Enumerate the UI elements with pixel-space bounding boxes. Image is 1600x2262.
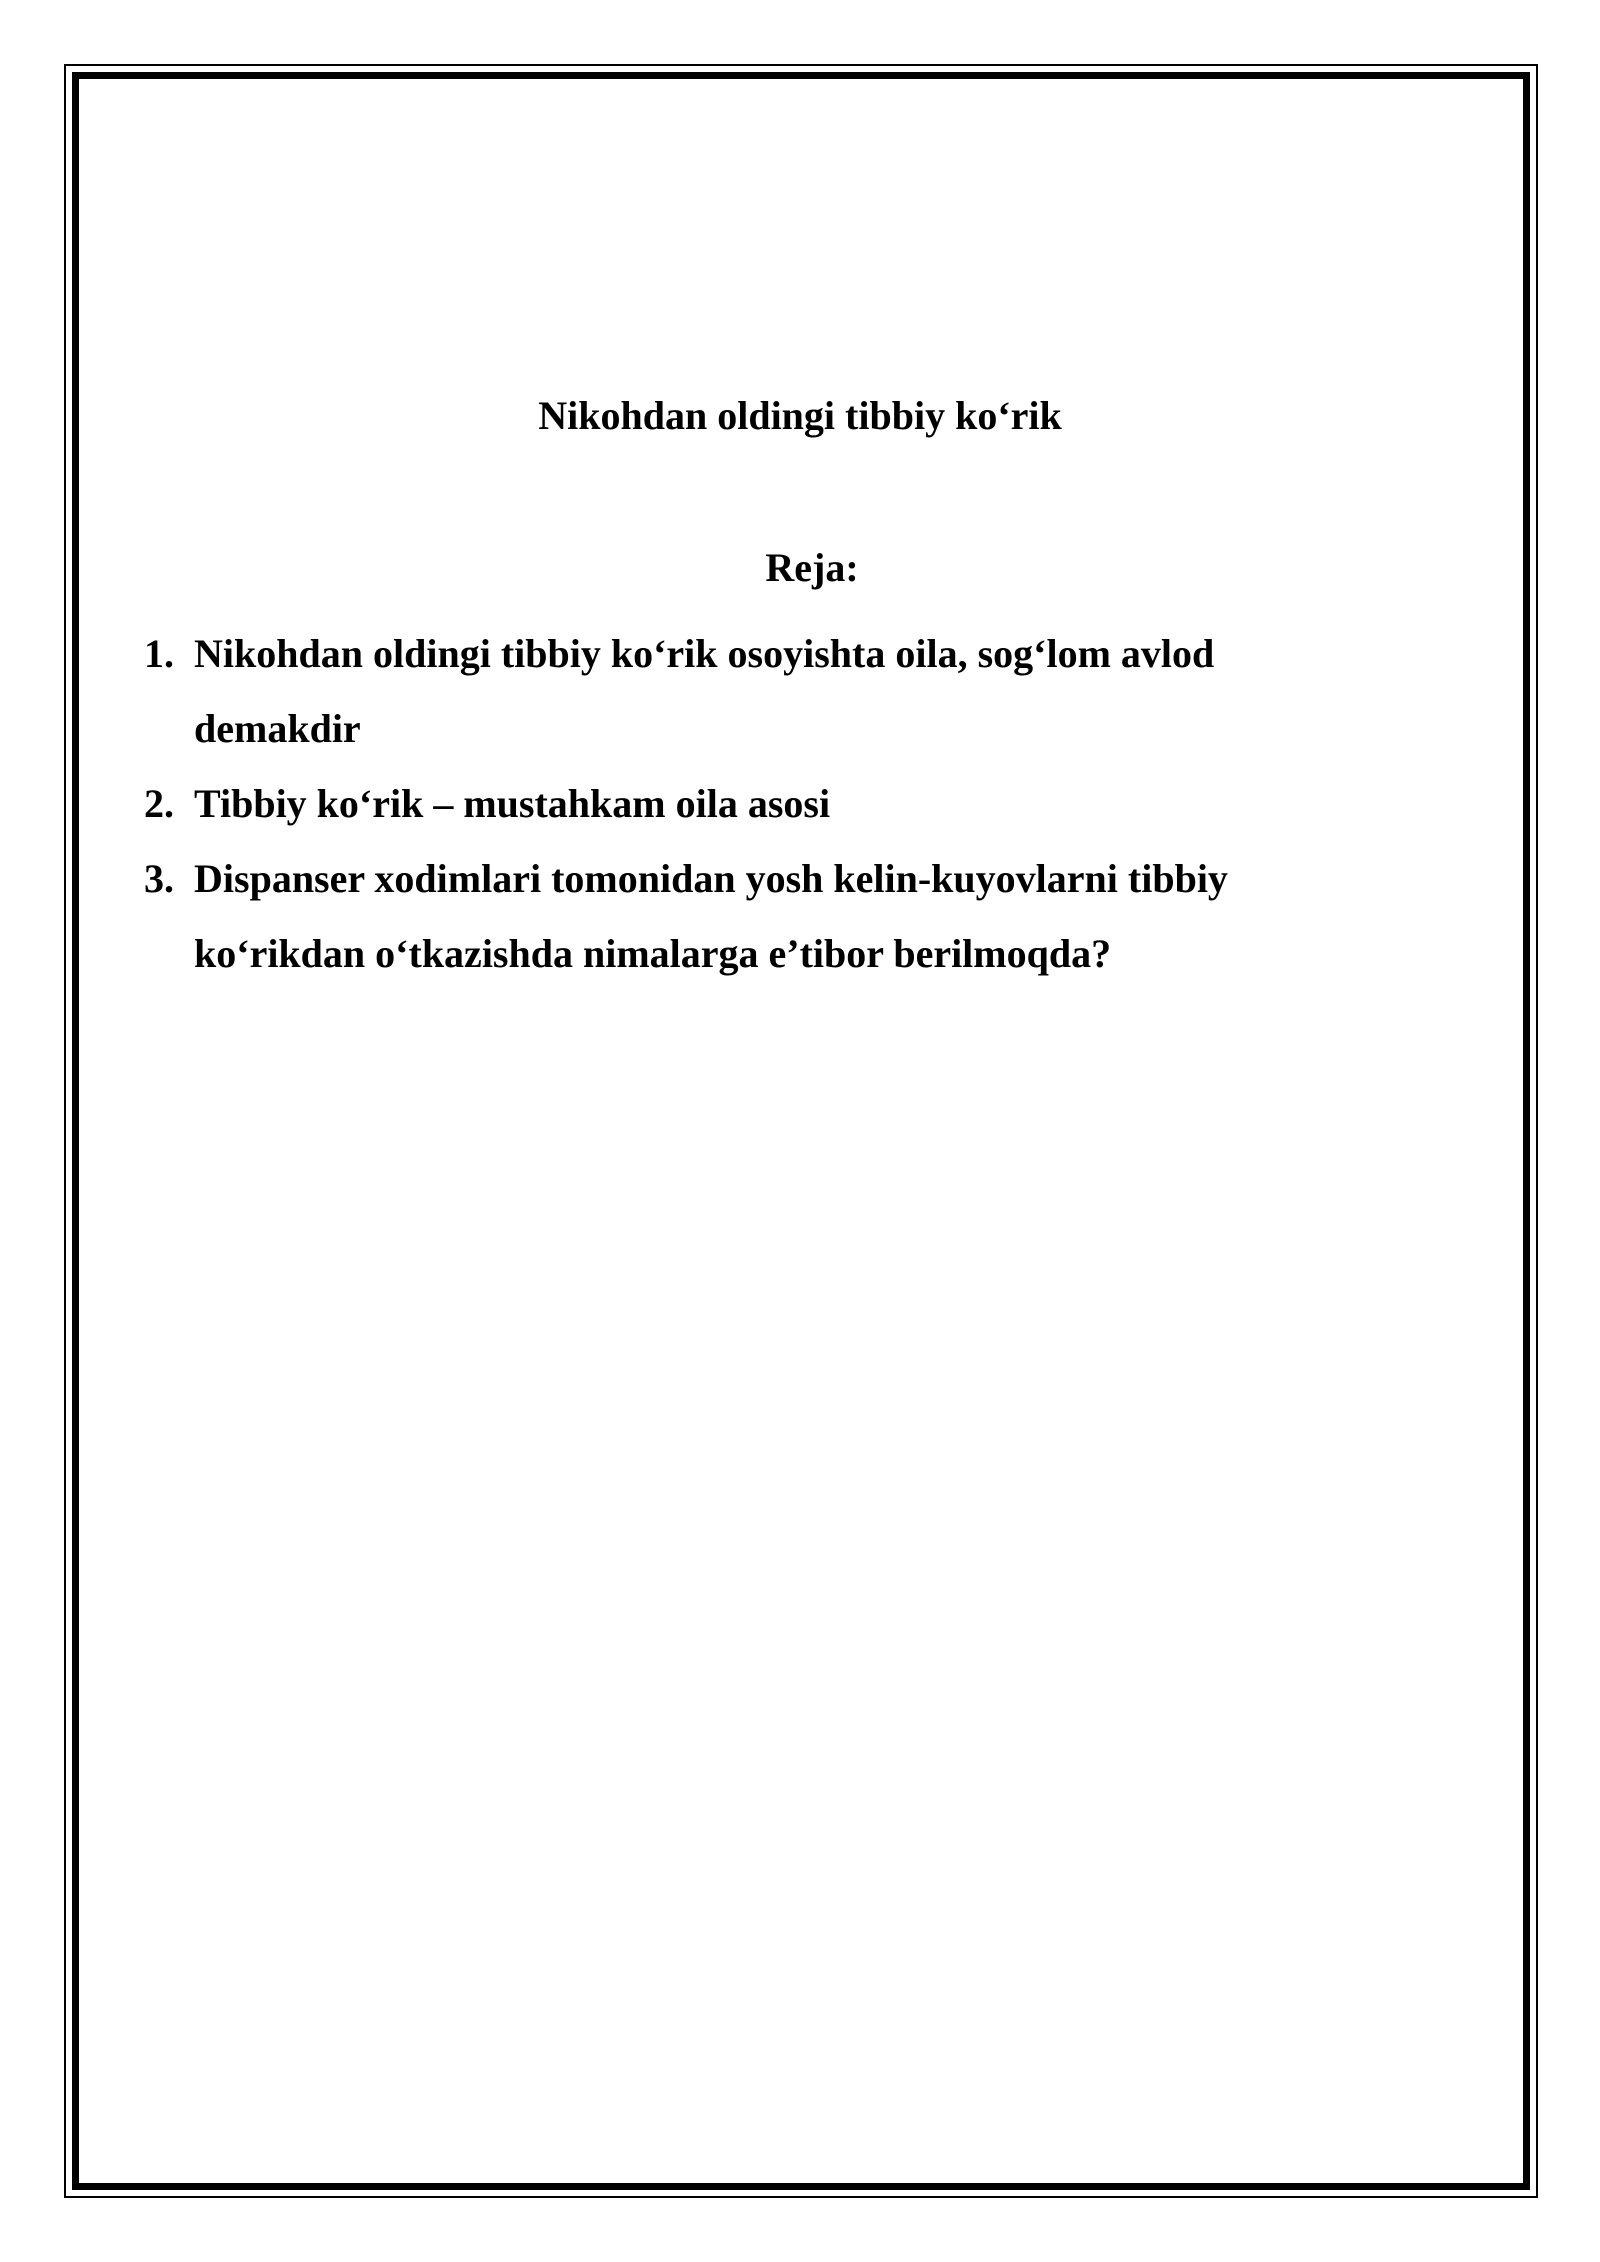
plan-item-3 [144,841,1344,991]
plan-item-2 [144,766,1344,841]
plan-heading: Reja: [765,545,859,590]
plan-item-text: Tibbiy ko‘rik – mustahkam oila asosi [194,781,831,826]
document-title: Nikohdan oldingi tibbiy ko‘rik [538,393,1062,438]
plan-item-number: 2. [144,781,174,826]
plan-item-text: Dispanser xodimlari tomonidan yosh kelin-kuyovlarni tibbiy ko‘rikdan o‘tkazishda nimalarga e’tibor berilmoqda? [194,856,1228,976]
plan-item-number: 1. [144,631,174,676]
page-border-inner [72,72,1530,2190]
plan-list [144,616,1344,991]
plan-item-text: Nikohdan oldingi tibbiy ko‘rik osoyishta oila, sog‘lom avlod demakdir [194,631,1215,751]
plan-item-number: 3. [144,856,174,901]
plan-item-1 [144,616,1344,766]
